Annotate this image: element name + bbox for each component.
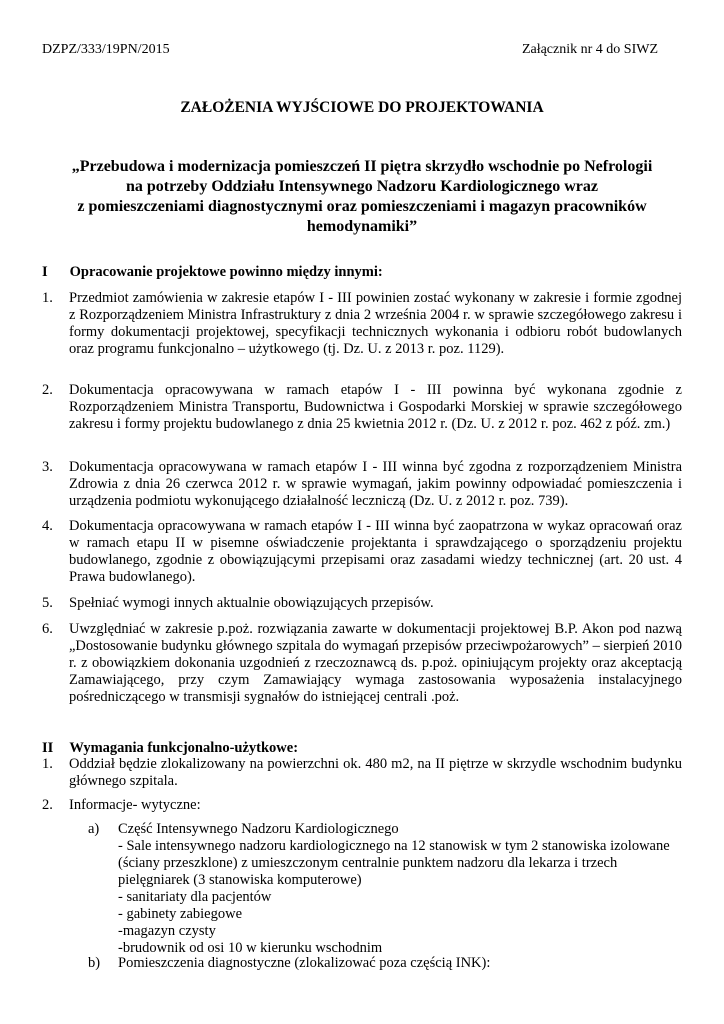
subtitle-line: „Przebudowa i modernizacja pomieszczeń II piętra skrzydło wschodnie po Nefrologii [71, 158, 653, 175]
sublist-title: Pomieszczenia diagnostyczne (zlokalizować poza częścią INK): [118, 955, 491, 971]
list-item-text: Dokumentacja opracowywana w ramach etapów I - III winna być zgodna z rozporządzeniem Ministra Zdrowia z dnia 26 czerwca 2012 r. w sprawie wymagań, jakim powinny odpowiadać pomieszczenia i urządzenia podmiotu wykonującego działalność leczniczą (Dz. U. z 2012 r. poz. 739). [69, 459, 682, 509]
section-title: Opracowanie projektowe powinno między innymi: [69, 264, 383, 280]
attachment-label: Załącznik nr 4 do SIWZ [521, 42, 658, 57]
list-item-text: Przedmiot zamówienia w zakresie etapów I - III powinien zostać wykonany w zakresie i formie zgodnej z Rozporządzeniem Ministra Infrastruktury z dnia 2 września 2004 r. w sprawie szczegółowego zakresu i formy dokumentacji projektowej, specyfikacji technicznych wykonania i odbioru robót budowlanych oraz programu funkcjonalno – użytkowego (tj. Dz. U. z 2013 r. poz. 1129). [69, 290, 682, 357]
section-number: I [42, 264, 48, 280]
list-item-text: Dokumentacja opracowywana w ramach etapów I - III powinna być wykonana zgodnie z Rozporządzeniem Ministra Transportu, Budownictwa i Gospodarki Morskiej w sprawie szczegółowego zakresu i formy projektu budowlanego z dnia 25 kwietnia 2012 r. (Dz. U. z 2012 r. poz. 462 z póź. zm.) [69, 382, 682, 432]
subtitle-line: z pomieszczeniami diagnostycznymi oraz pomieszczeniami i magazyn pracowników [77, 198, 647, 215]
sublist-item [88, 821, 684, 838]
detail-line: -magazyn czysty [118, 923, 216, 939]
list-item [42, 797, 682, 814]
sublist-label: a) [88, 821, 100, 837]
detail-line: -brudownik od osi 10 w kierunku wschodnim [118, 940, 383, 956]
list-item-number: 3. [42, 459, 53, 475]
sublist-label: b) [88, 955, 101, 971]
list-item-text: Spełniać wymogi innych aktualnie obowiązujących przepisów. [69, 595, 434, 611]
sublist-title: Część Intensywnego Nadzoru Kardiologicznego [118, 821, 399, 837]
list-item [42, 290, 682, 358]
list-item-number: 2. [42, 382, 53, 398]
list-item-text: Oddział będzie zlokalizowany na powierzchni ok. 480 m2, na II piętrze w skrzydle wschodnim budynku głównego szpitala. [69, 756, 682, 789]
list-item [42, 756, 682, 790]
list-item [42, 382, 682, 433]
detail-line: - sanitariaty dla pacjentów [118, 889, 272, 905]
list-item-number: 2. [42, 797, 53, 813]
sublist-details [118, 838, 684, 957]
sublist-item [88, 955, 684, 972]
list-item-text: Informacje- wytyczne: [69, 797, 201, 813]
section-heading [42, 739, 682, 757]
page-title: ZAŁOŻENIA WYJŚCIOWE DO PROJEKTOWANIA [180, 99, 544, 116]
subtitle-line: hemodynamiki” [306, 218, 418, 235]
section-title: Wymagania funkcjonalno-użytkowe: [69, 740, 299, 756]
list-item-number: 1. [42, 756, 53, 772]
list-item-number: 5. [42, 595, 53, 611]
list-item [42, 621, 682, 706]
list-item-text: Dokumentacja opracowywana w ramach etapów I - III winna być zaopatrzona w wykaz opracowań oraz w ramach etapu II w pisemne oświadczenie projektanta i sprawdzającego o sporządzeniu projektu budowlanego, zgodnie z obowiązującymi przepisami oraz zasadami wiedzy technicznej (art. 20 ust. 4 Prawa budowlanego). [69, 518, 682, 585]
list-item-number: 4. [42, 518, 53, 534]
subtitle-line: na potrzeby Oddziału Intensywnego Nadzoru Kardiologicznego wraz [126, 178, 598, 195]
project-subtitle [42, 157, 682, 237]
detail-line: - gabinety zabiegowe [118, 906, 243, 922]
list-item [42, 459, 682, 510]
list-item-text: Uwzględniać w zakresie p.poż. rozwiązania zawarte w dokumentacji projektowej B.P. Akon pod nazwą „Dostosowanie budynku głównego szpitala do wymagań przepisów przeciwpożarowych” – sierpień 2010 r. z obowiązkiem dokonania uzgodnień z rzeczoznawcą ds. p.poż. opiniującym projekty oraz akceptacją Zamawiającego, przy czym Zamawiający wymaga zastosowania wyposażenia instalacyjnego pośredniczącego w transmisji sygnałów do istniejącej centrali .poż. [69, 621, 682, 705]
section-heading [42, 263, 682, 281]
detail-line: - Sale intensywnego nadzoru kardiologicznego na 12 stanowisk w tym 2 stanowiska izolowane (ściany przeszklone) z umieszczonym centralnie punktem nadzoru dla lekarza i trzech pielęgniarek (3 stanowiska komputerowe) [118, 838, 670, 888]
list-item [42, 595, 682, 612]
list-item-number: 1. [42, 290, 53, 306]
section-number: II [42, 740, 54, 756]
list-item [42, 518, 682, 586]
document-reference: DZPZ/333/19PN/2015 [42, 42, 170, 57]
list-item-number: 6. [42, 621, 53, 637]
